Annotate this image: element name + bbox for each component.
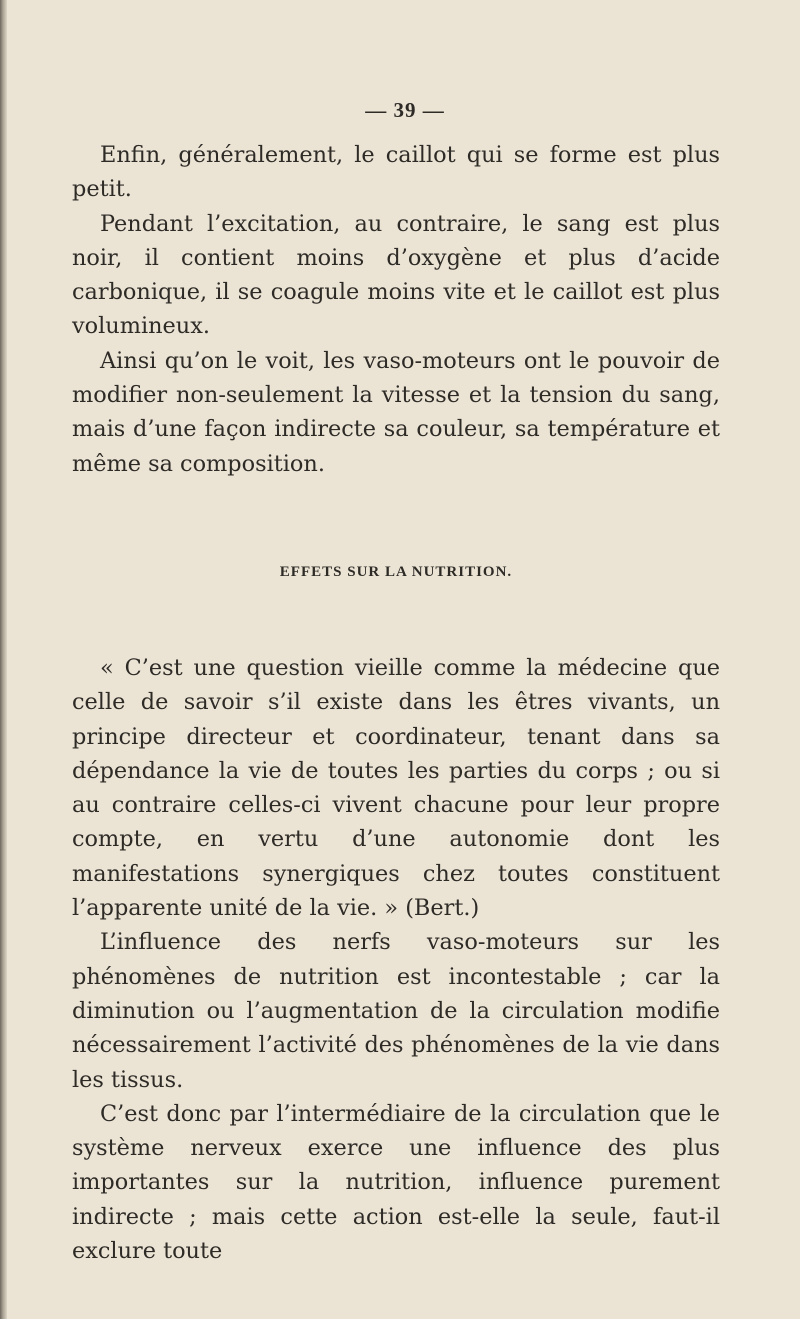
section-heading: EFFETS SUR LA NUTRITION. xyxy=(279,564,513,580)
paragraph: C’est donc par l’intermédiaire de la circulation que le système nerveux exerce une influence des plus importantes sur la nutrition, influence purement indirecte ; mais cette action est-elle la seule, faut-il exclure toute xyxy=(72,1100,720,1265)
section-one-text xyxy=(72,138,720,481)
paragraph: Ainsi qu’on le voit, les vaso-moteurs ont le pouvoir de modifier non-seulement la vitesse et la tension du sang, mais d’une façon indirecte sa couleur, sa température et même sa composition. xyxy=(72,347,720,477)
paragraph: « C’est une question vieille comme la médecine que celle de savoir s’il existe dans les êtres vivants, un principe directeur et coordinateur, tenant dans sa dépendance la vie de toutes les parties du corps ; ou si au contraire celles-ci vivent chacune pour leur propre compte, en vertu d’une autonomie dont les manifestations synergiques chez toutes constituent l’apparente unité de la vie. » (Bert.) xyxy=(72,655,720,922)
paragraph: Pendant l’excitation, au contraire, le sang est plus noir, il contient moins d’oxygène et plus d’acide carbonique, il se coagule moins vite et le caillot est plus volumineux. xyxy=(72,210,720,340)
page-binding-edge xyxy=(0,0,7,1319)
paragraph: L’influence des nerfs vaso-moteurs sur les phénomènes de nutrition est incontestable ; car la diminution ou l’augmentation de la circulation modifie nécessairement l’activité des phénomènes de la vie dans les tissus. xyxy=(72,929,720,1093)
paragraph: Enfin, généralement, le caillot qui se forme est plus petit. xyxy=(72,142,720,203)
section-two-text xyxy=(72,651,720,1268)
page-number: — 39 — xyxy=(365,98,445,122)
